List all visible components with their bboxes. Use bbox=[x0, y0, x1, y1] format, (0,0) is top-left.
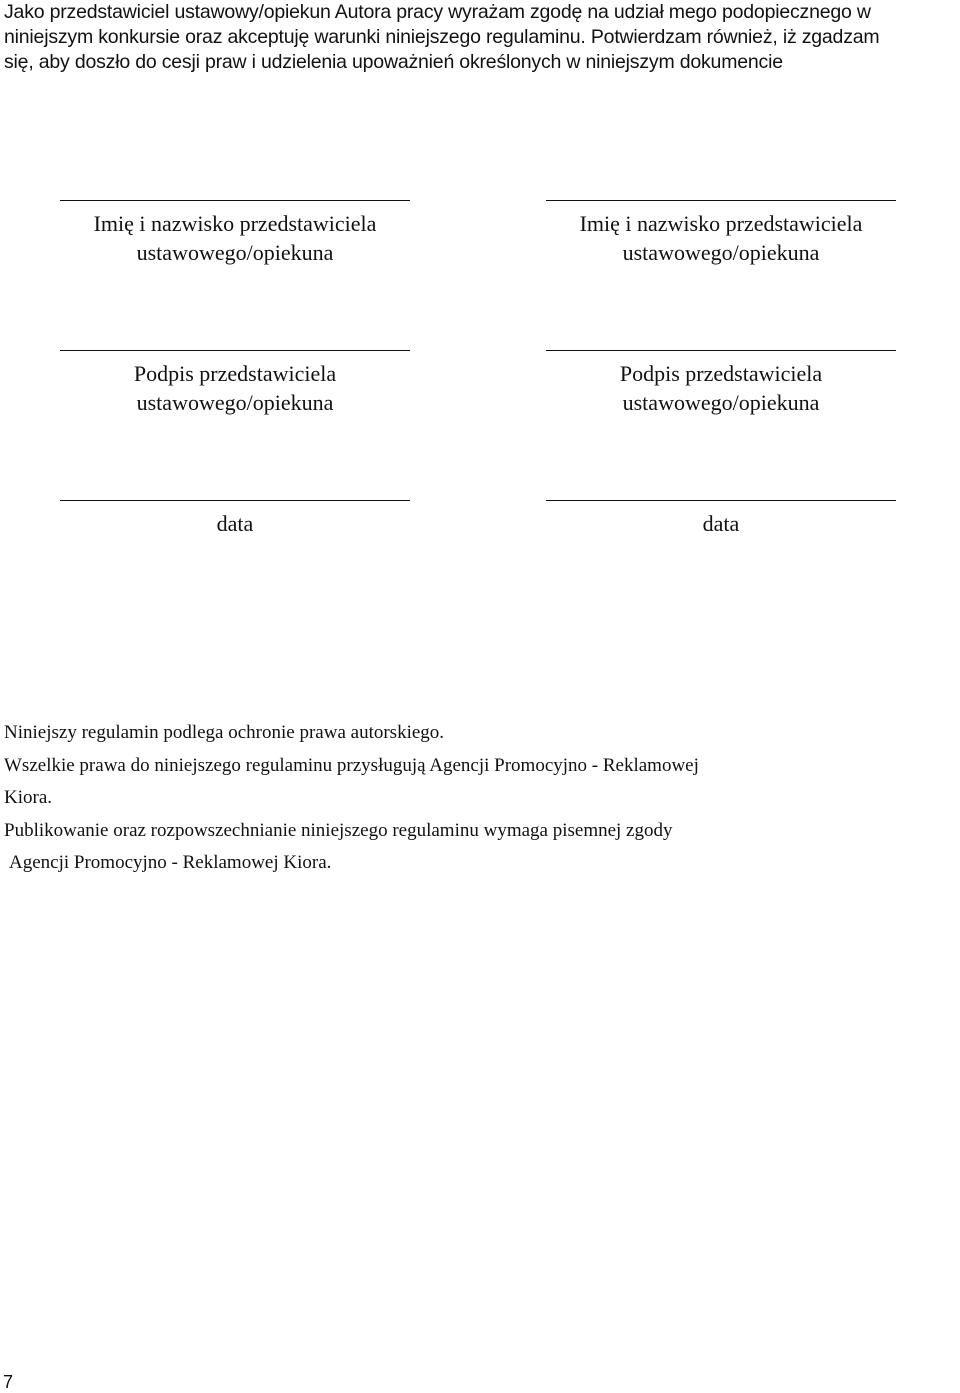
signature-field-left bbox=[60, 350, 410, 500]
copyright-line: Agencji Promocyjno - Reklamowej Kiora. bbox=[9, 852, 332, 873]
name-signature-line bbox=[546, 200, 896, 201]
consent-line: się, aby doszło do cesji praw i udzielenia upoważnień określonych w niniejszym dokumencie bbox=[4, 51, 783, 73]
date-label: data bbox=[216, 511, 254, 536]
page-number: 7 bbox=[3, 1372, 14, 1392]
copyright-line: Kiora. bbox=[4, 787, 53, 808]
date-line bbox=[60, 500, 410, 501]
signature-line bbox=[60, 350, 410, 351]
name-label: ustawowego/opiekuna bbox=[136, 240, 334, 265]
date-field-right bbox=[546, 500, 896, 560]
consent-line: niniejszym konkursie oraz akceptuję warunki niniejszego regulaminu. Potwierdzam również, iż zgadzam bbox=[4, 26, 880, 48]
date-field-left bbox=[60, 500, 410, 560]
date-label: data bbox=[702, 511, 740, 536]
signature-label: Podpis przedstawiciela bbox=[619, 361, 823, 386]
copyright-notice bbox=[4, 717, 904, 880]
copyright-line: Niniejszy regulamin podlega ochronie prawa autorskiego. bbox=[4, 722, 445, 743]
consent-line: Jako przedstawiciel ustawowy/opiekun Autora pracy wyrażam zgodę na udział mego podopiecznego w bbox=[4, 1, 871, 23]
signature-field-right bbox=[546, 350, 896, 500]
signature-section bbox=[60, 200, 900, 560]
name-field-left bbox=[60, 200, 410, 350]
name-label: Imię i nazwisko przedstawiciela bbox=[579, 211, 863, 236]
signature-label: ustawowego/opiekuna bbox=[136, 390, 334, 415]
signature-line bbox=[546, 350, 896, 351]
signature-column-left bbox=[60, 200, 410, 560]
signature-label: Podpis przedstawiciela bbox=[133, 361, 337, 386]
name-field-right bbox=[546, 200, 896, 350]
signature-label: ustawowego/opiekuna bbox=[622, 390, 820, 415]
consent-statement bbox=[4, 0, 960, 75]
copyright-line: Publikowanie oraz rozpowszechnianie niniejszego regulaminu wymaga pisemnej zgody bbox=[4, 819, 673, 841]
date-line bbox=[546, 500, 896, 501]
copyright-line: Wszelkie prawa do niniejszego regulaminu przysługują Agencji Promocyjno - Reklamowej bbox=[4, 754, 699, 776]
name-label: Imię i nazwisko przedstawiciela bbox=[93, 211, 377, 236]
name-signature-line bbox=[60, 200, 410, 201]
name-label: ustawowego/opiekuna bbox=[622, 240, 820, 265]
signature-column-right bbox=[546, 200, 896, 560]
